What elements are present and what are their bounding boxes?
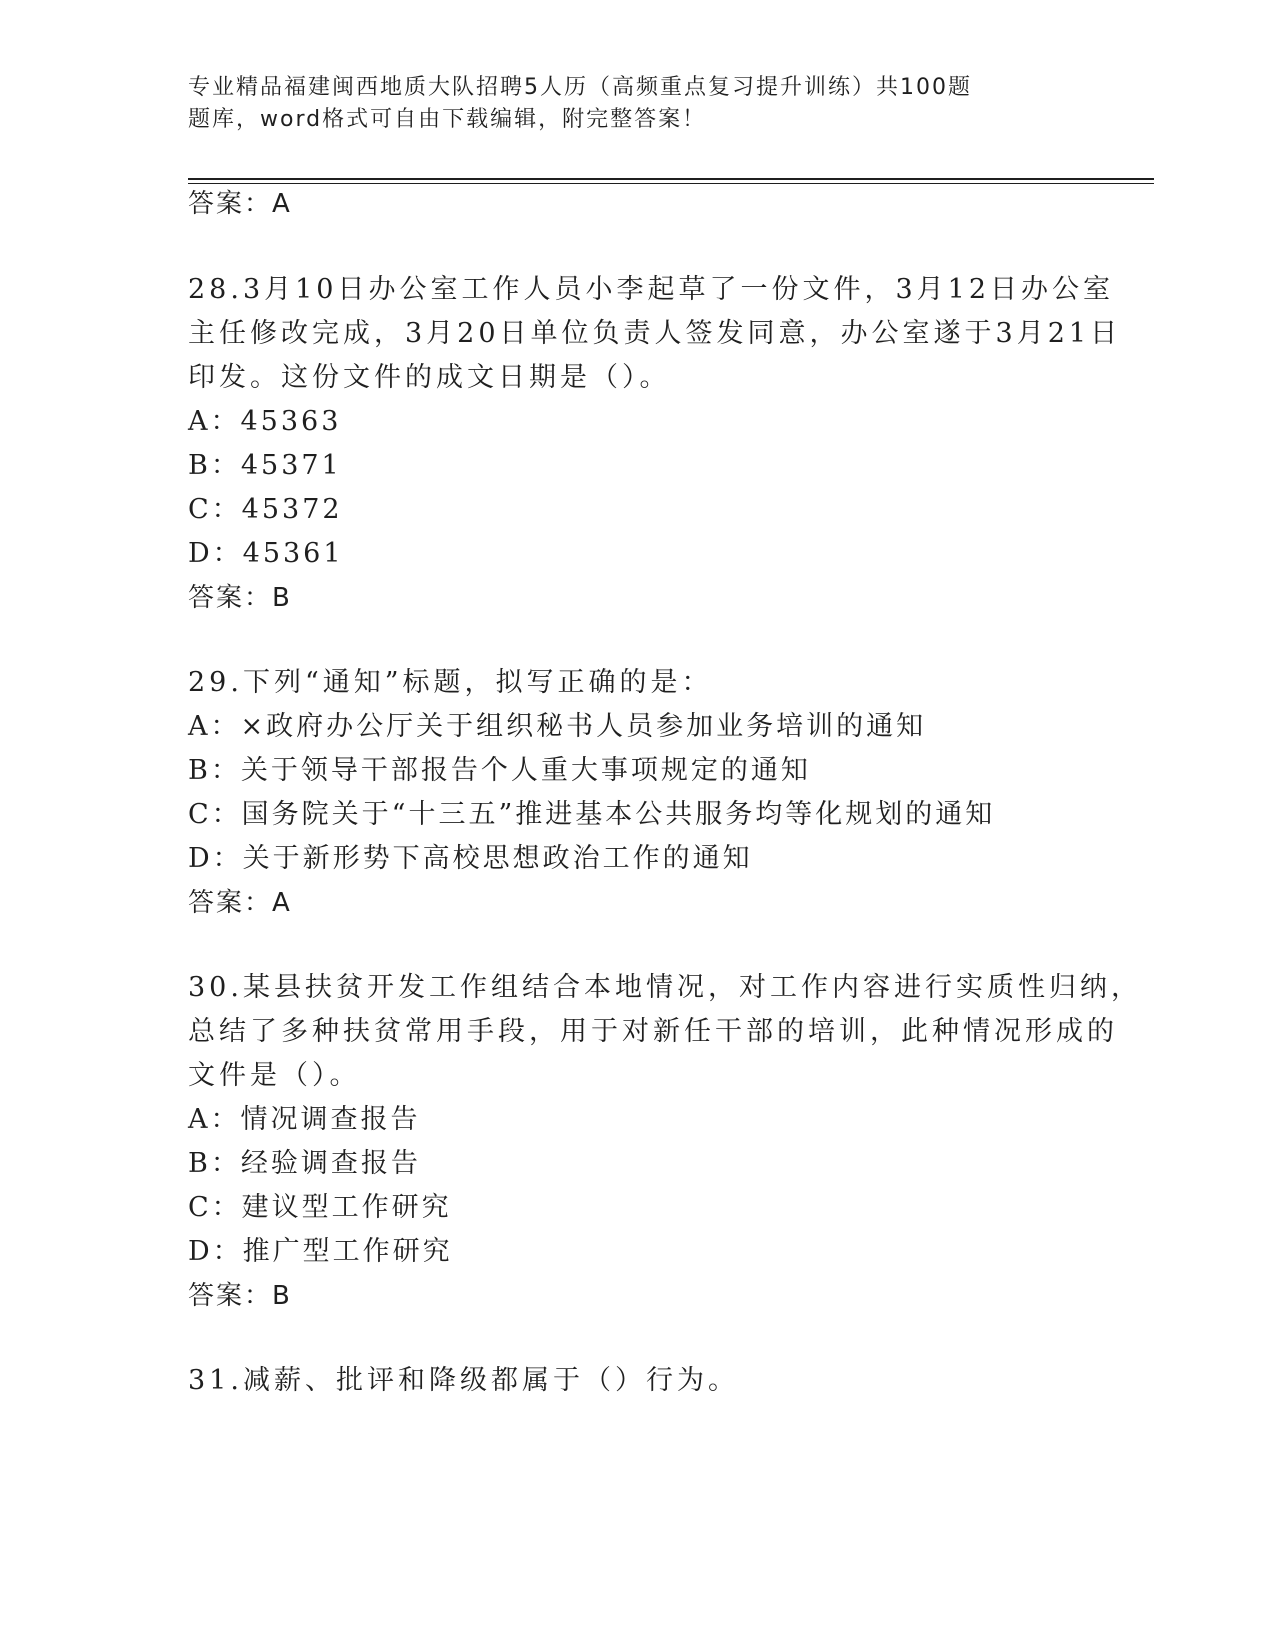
answer-30: 答案：B <box>188 1281 292 1311</box>
question-30-option-c: C：建议型工作研究 <box>188 1192 452 1223</box>
question-29-option-c: C：国务院关于“十三五”推进基本公共服务均等化规划的通知 <box>188 799 996 830</box>
question-28-line-2: 主任修改完成，3月20日单位负责人签发同意，办公室遂于3月21日 <box>188 318 1122 349</box>
question-28-line-1: 28.3月10日办公室工作人员小李起草了一份文件，3月12日办公室 <box>188 274 1115 305</box>
question-29-line-1: 29.下列“通知”标题，拟写正确的是： <box>188 667 713 698</box>
header-divider <box>188 178 1154 180</box>
question-30-option-a: A：情况调查报告 <box>188 1104 421 1135</box>
question-31-line-1: 31.减薪、批评和降级都属于（）行为。 <box>188 1365 739 1396</box>
question-28-option-c: C：45372 <box>188 494 343 525</box>
question-29-option-b: B：关于领导干部报告个人重大事项规定的通知 <box>188 755 811 786</box>
question-28-option-a: A：45363 <box>188 406 342 437</box>
question-28-option-d: D：45361 <box>188 538 344 569</box>
answer-27: 答案：A <box>188 189 292 219</box>
header-title-line-2: 题库，word格式可自由下载编辑，附完整答案！ <box>188 107 707 132</box>
answer-28: 答案：B <box>188 583 292 613</box>
question-28-line-3: 印发。这份文件的成文日期是（）。 <box>188 362 671 393</box>
question-29-option-a: A：×政府办公厅关于组织秘书人员参加业务培训的通知 <box>188 711 927 742</box>
header-divider-thin <box>188 183 1154 184</box>
question-29-option-d: D：关于新形势下高校思想政治工作的通知 <box>188 843 753 874</box>
question-28-option-b: B：45371 <box>188 450 342 481</box>
question-30-line-3: 文件是（）。 <box>188 1060 361 1091</box>
question-30-line-2: 总结了多种扶贫常用手段，用于对新任干部的培训，此种情况形成的 <box>188 1016 1118 1047</box>
answer-29: 答案：A <box>188 888 292 918</box>
question-30-option-b: B：经验调查报告 <box>188 1148 421 1179</box>
question-30-option-d: D：推广型工作研究 <box>188 1236 453 1267</box>
question-30-line-1: 30.某县扶贫开发工作组结合本地情况，对工作内容进行实质性归纳， <box>188 972 1142 1003</box>
header-title-line-1: 专业精品福建闽西地质大队招聘5人历（高频重点复习提升训练）共100题 <box>188 75 972 100</box>
